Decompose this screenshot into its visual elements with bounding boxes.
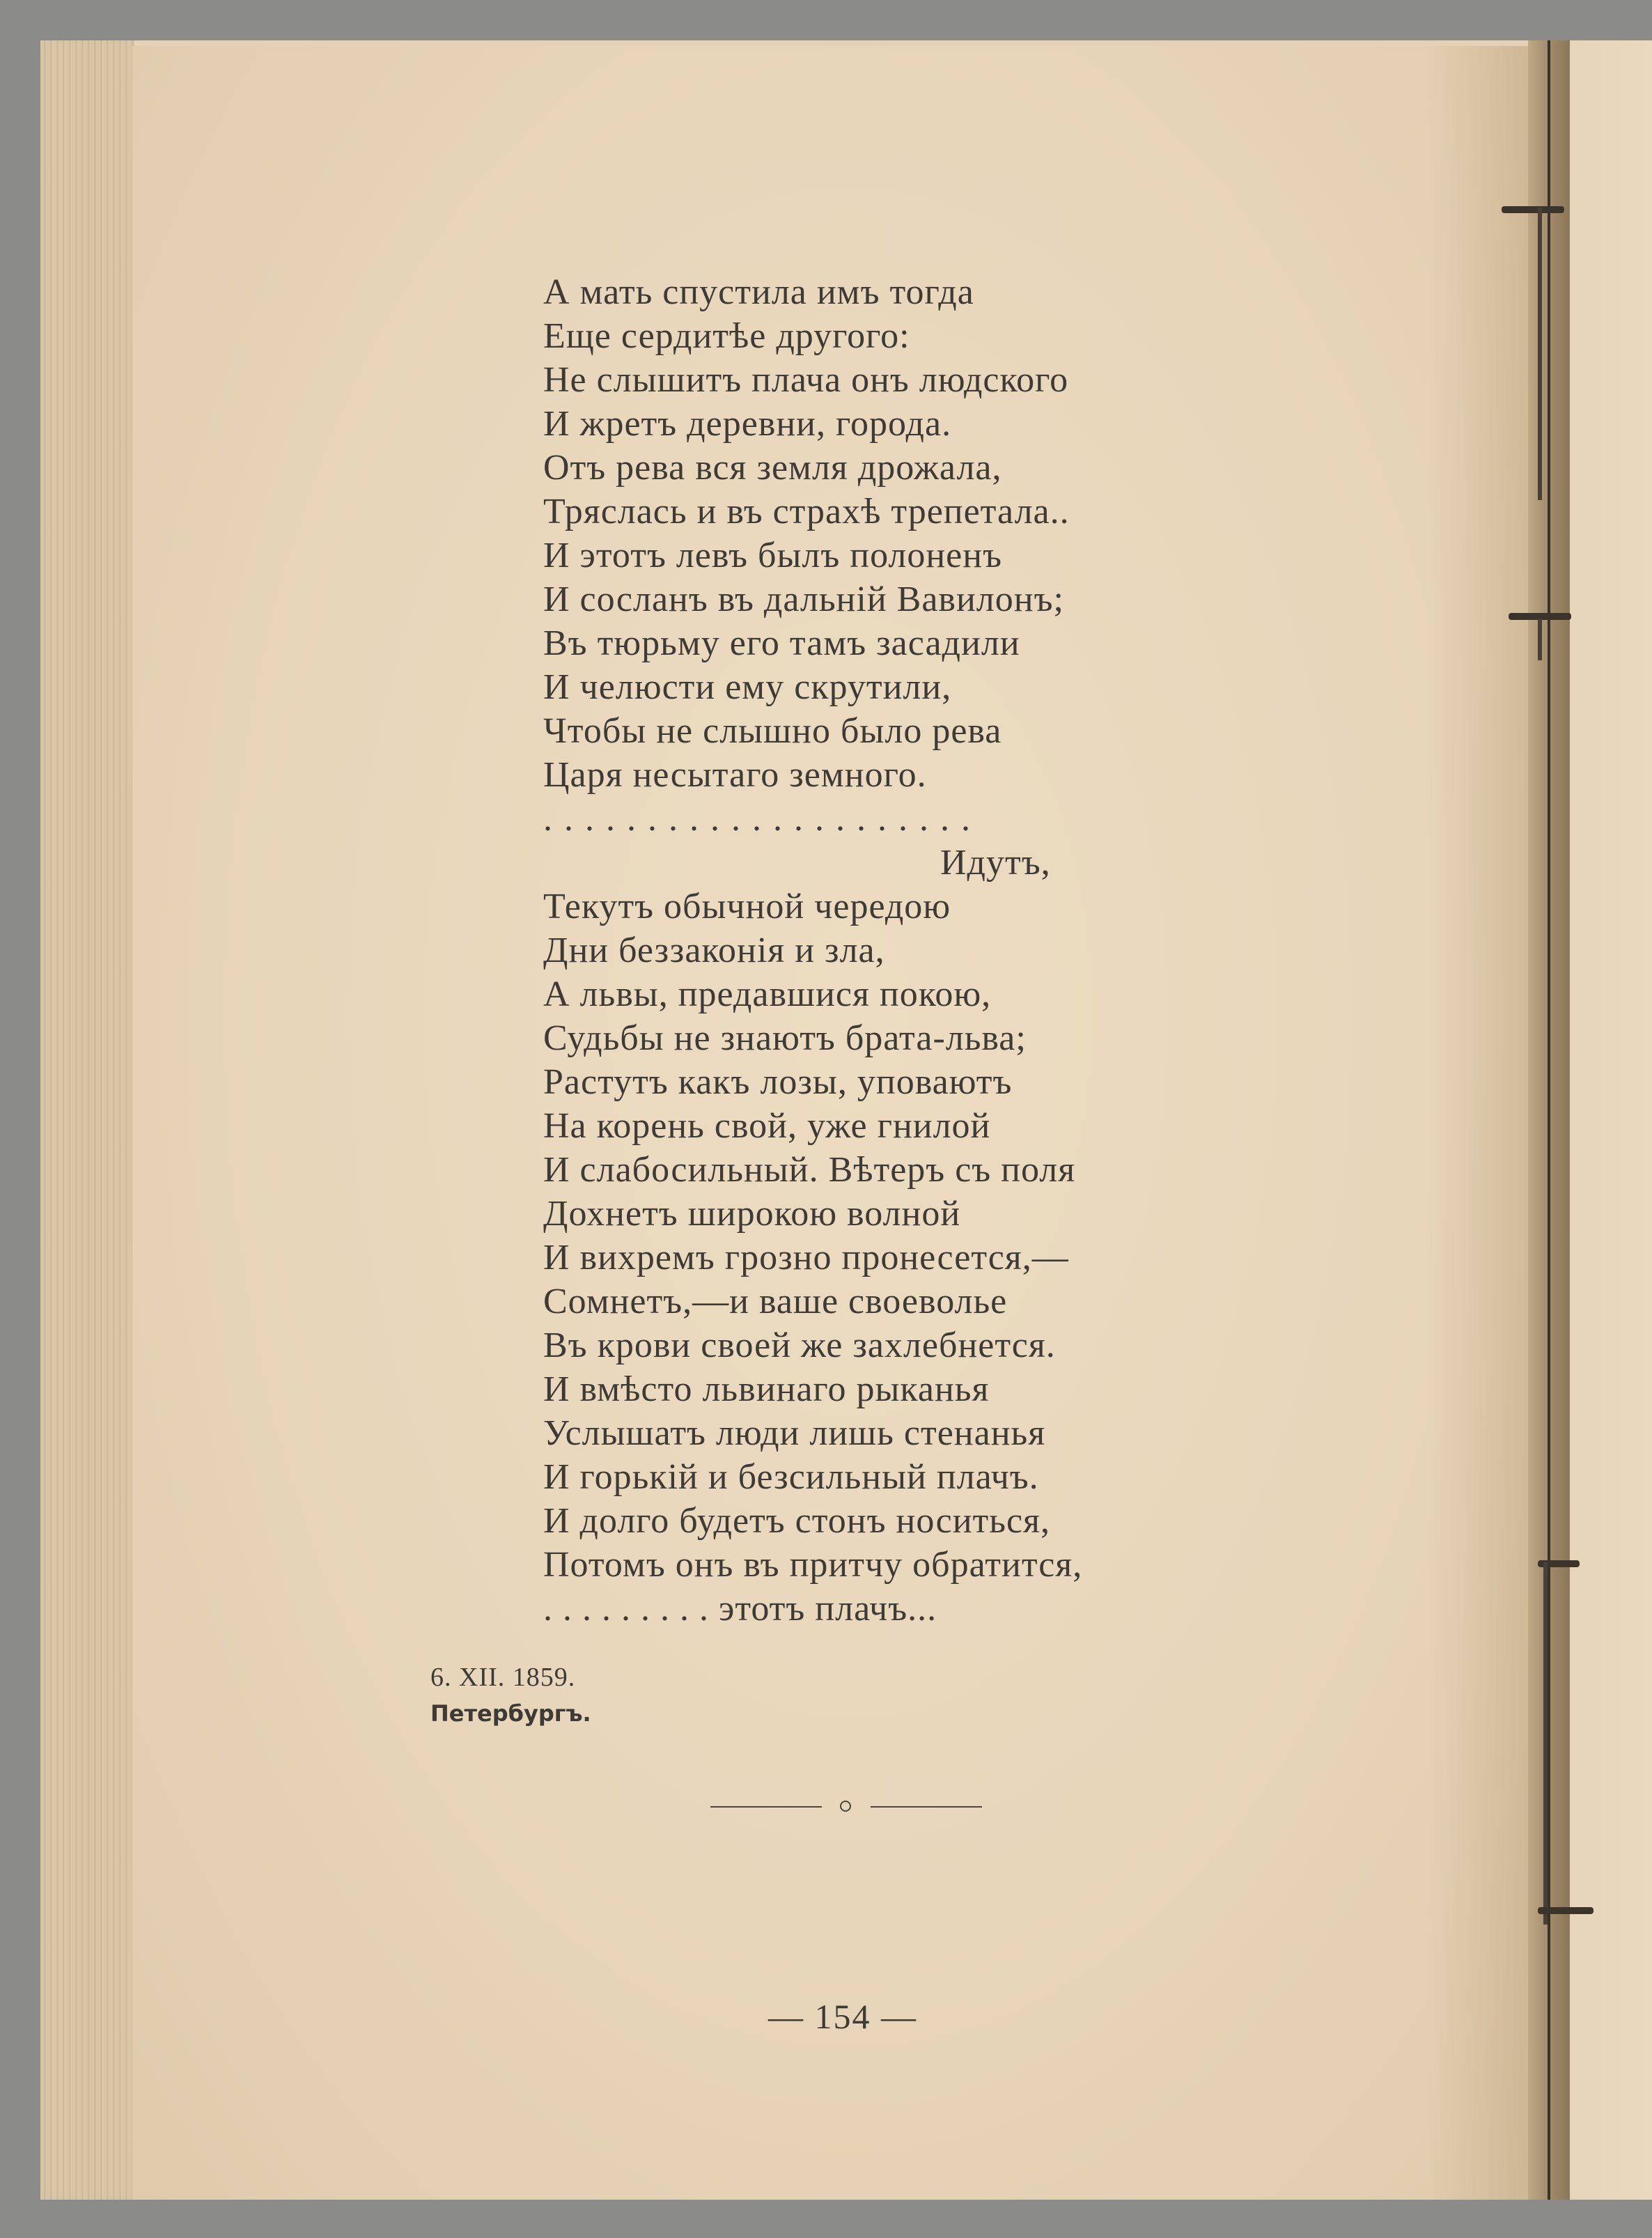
binding-thread <box>1538 619 1542 660</box>
poem-line: И жретъ деревни, города. <box>543 404 952 444</box>
poem-line: Отъ рева вся земля дрожала, <box>543 448 1002 488</box>
ornament-circle-icon <box>840 1801 851 1812</box>
poem-line: Судьбы не знаютъ брата-льва; <box>543 1018 1027 1058</box>
ellipsis-line: . . . . . . . . . . . . . . . . . . . . . <box>543 799 972 839</box>
poem-line: Тряслась и въ страхѣ трепетала.. <box>543 492 1070 531</box>
binding-stitch <box>1502 206 1564 213</box>
poem-line: А мать спустила имъ тогда <box>543 272 974 312</box>
poem-line: Растутъ какъ лозы, уповаютъ <box>543 1062 1013 1102</box>
page-number: — 154 — <box>768 1997 917 2036</box>
page-edges <box>40 40 134 2200</box>
poem-line: Сомнетъ,—и ваше своеволье <box>543 1282 1008 1321</box>
poem-line: Текутъ обычной чередою <box>543 887 951 926</box>
poem-signature <box>430 1659 591 1732</box>
poem-line: И долго будетъ стонъ носиться, <box>543 1501 1050 1541</box>
poem-line: И вихремъ грозно пронесется,— <box>543 1238 1069 1277</box>
ornament-rule-left <box>710 1806 822 1808</box>
poem-line: Потомъ онъ въ притчу обратится, <box>543 1545 1083 1585</box>
poem-text <box>543 270 1309 1631</box>
poem-line: И вмѣсто львинаго рыканья <box>543 1369 990 1409</box>
poem-line: Дни беззаконія и зла, <box>543 931 885 970</box>
poem-line: А львы, предавшися покою, <box>543 974 992 1014</box>
poem-line: И горькій и безсильный плачъ. <box>543 1457 1039 1497</box>
poem-line: Дохнетъ широкою волной <box>543 1194 961 1234</box>
poem-line: Услышатъ люди лишь стенанья <box>543 1413 1046 1453</box>
poem-line: Чтобы не слышно было рева <box>543 711 1002 751</box>
poem-date: 6. XII. 1859. <box>430 1663 576 1692</box>
poem-line: И этотъ левъ былъ полоненъ <box>543 536 1002 575</box>
poem-line: И челюсти ему скрутили, <box>543 667 952 707</box>
binding-thread <box>1543 1562 1548 1925</box>
gutter-line <box>1548 40 1550 2200</box>
binding-stitch <box>1538 1907 1593 1914</box>
poem-line: На корень свой, уже гнилой <box>543 1106 991 1146</box>
poem-final-line: . . . . . . . . . этотъ плачъ... <box>543 1589 937 1629</box>
ornament-rule-right <box>871 1806 982 1808</box>
poem-line: Царя несытаго земного. <box>543 755 927 795</box>
poem-line: Въ тюрьму его тамъ засадили <box>543 623 1020 663</box>
poem-line: И слабосильный. Вѣтеръ съ поля <box>543 1150 1076 1190</box>
poem-line: Не слышитъ плача онъ людского <box>543 360 1069 400</box>
section-ornament <box>710 1796 982 1817</box>
poem-line: Еще сердитѣе другого: <box>543 316 910 356</box>
poem-line: И сосланъ въ дальній Вавилонъ; <box>543 580 1064 619</box>
facing-page-edge <box>1570 40 1652 2200</box>
poem-line-indented: Идутъ, <box>940 843 1051 883</box>
poem-place: Петербургъ. <box>430 1700 591 1727</box>
binding-thread <box>1538 208 1542 500</box>
poem-line: Въ крови своей же захлебнется. <box>543 1326 1056 1365</box>
